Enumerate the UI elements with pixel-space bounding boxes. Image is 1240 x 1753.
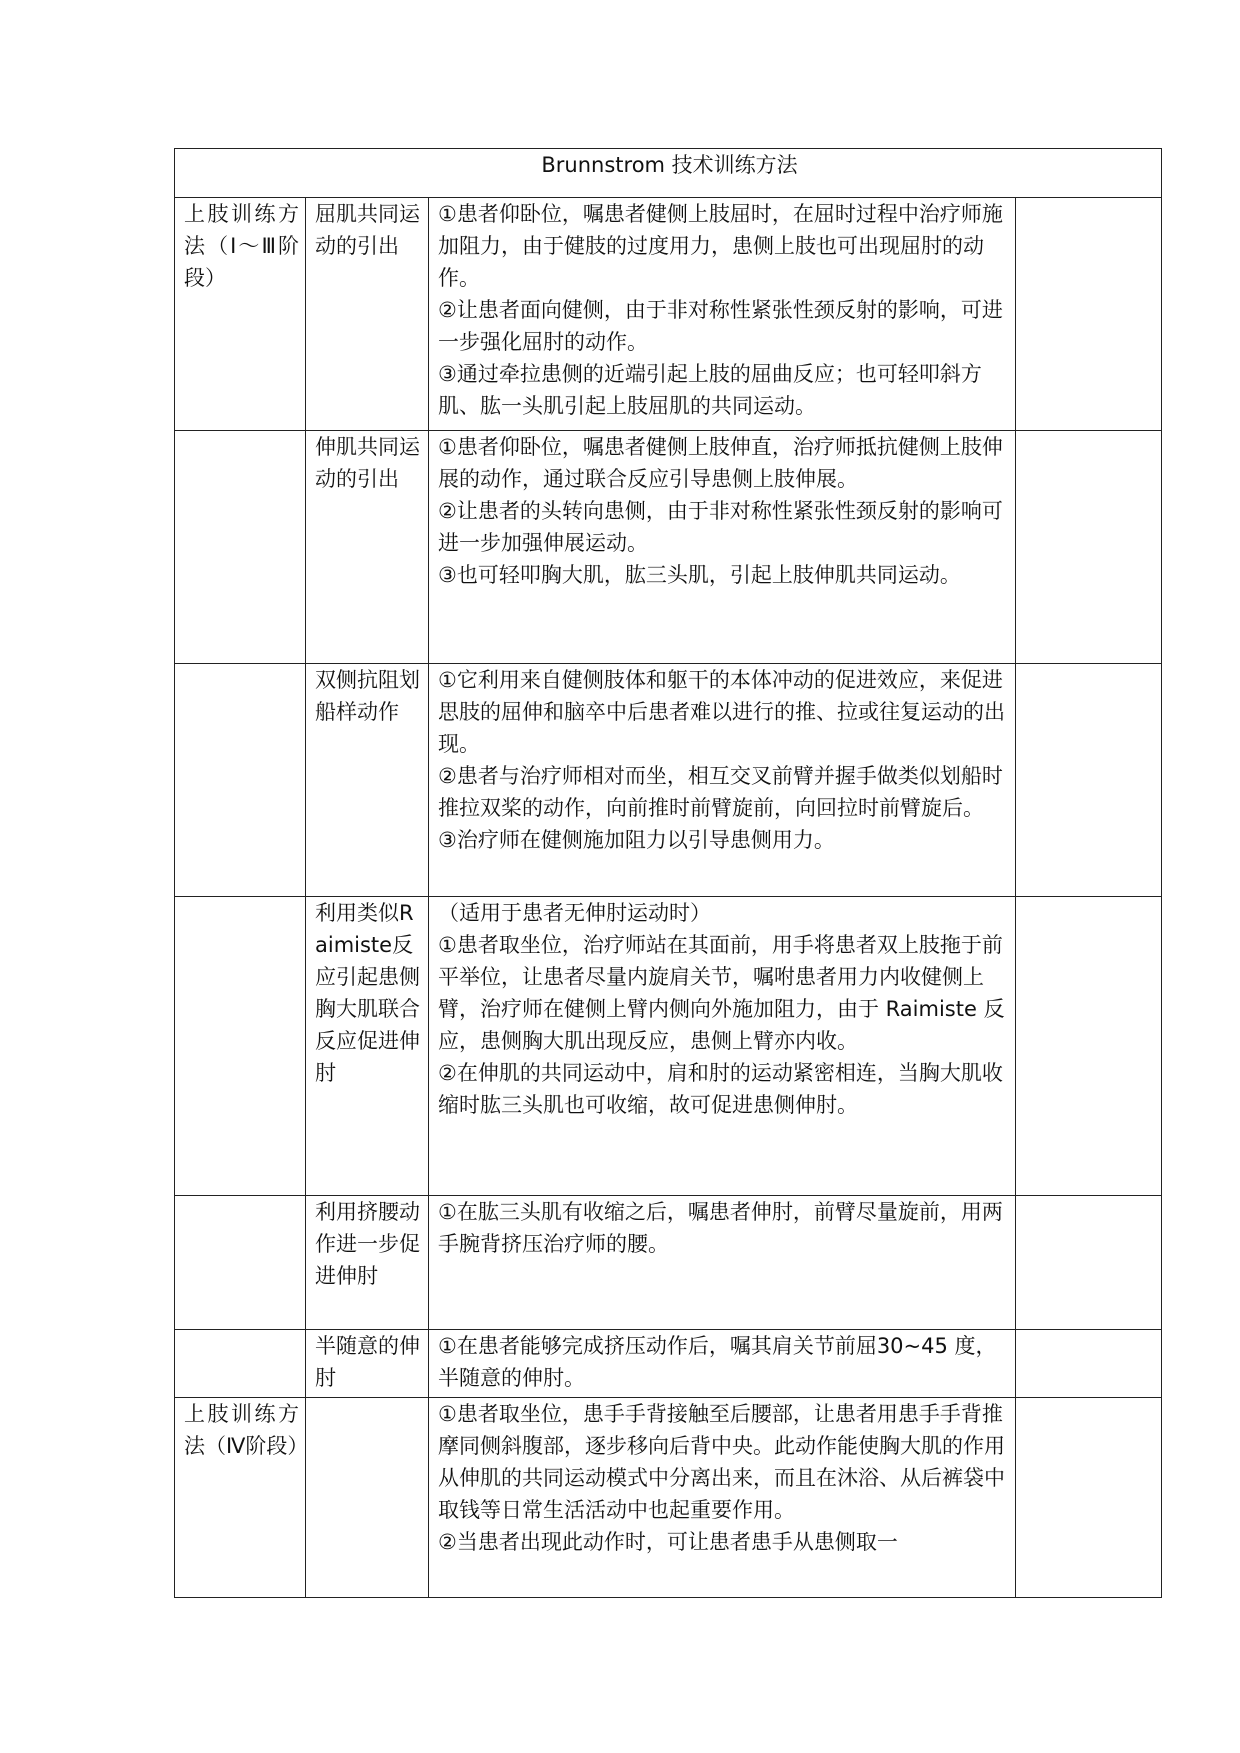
content-paragraph: ①患者仰卧位，嘱患者健侧上肢伸直，治疗师抵抗健侧上肢伸展的动作，通过联合反应引导患侧上肢伸展。 — [438, 435, 1003, 491]
content-paragraph: ③也可轻叩胸大肌，肱三头肌，引起上肢伸肌共同运动。 — [438, 563, 961, 587]
content-paragraph: ②患者与治疗师相对而坐，相互交叉前臂并握手做类似划船时推拉双桨的动作，向前推时前臂旋前，向回拉时前臂旋后。 — [438, 764, 1003, 820]
content-paragraph: ②当患者出现此动作时，可让患者患手从患侧取一 — [438, 1530, 898, 1554]
content-paragraph: （适用于患者无伸肘运动时） — [438, 901, 711, 925]
method-cell: 双侧抗阻划船样动作 — [306, 664, 429, 897]
note-cell — [1016, 1398, 1162, 1598]
table-row — [175, 1196, 1162, 1330]
content-paragraph: ①患者取坐位，患手手背接触至后腰部，让患者用患手手背推摩同侧斜腹部，逐步移向后背中央。此动作能使胸大肌的作用从伸肌的共同运动模式中分离出来，而且在沐浴、从后裤袋中取钱等日常生活活动中也起重要作用。 — [438, 1402, 1005, 1522]
method-cell: 半随意的伸肘 — [306, 1330, 429, 1398]
content-paragraph: ①患者取坐位，治疗师站在其面前，用手将患者双上肢拖于前平举位，让患者尽量内旋肩关节，嘱咐患者用力内收健侧上臂，治疗师在健侧上臂内侧向外施加阻力，由于 Raimiste 反应，患侧胸大肌出现反应，患侧上臂亦内收。 — [438, 933, 1005, 1053]
table-row — [175, 198, 1162, 431]
table-row — [175, 1330, 1162, 1398]
stage-cell — [175, 664, 306, 897]
note-cell — [1016, 1196, 1162, 1330]
table-title: Brunnstrom 技术训练方法 — [175, 149, 1162, 198]
content-paragraph: ①它利用来自健侧肢体和躯干的本体冲动的促进效应，来促进思肢的屈伸和脑卒中后患者难以进行的推、拉或往复运动的出现。 — [438, 668, 1005, 756]
table-row — [175, 431, 1162, 664]
note-cell — [1016, 897, 1162, 1196]
content-cell — [429, 1196, 1016, 1330]
content-cell — [429, 897, 1016, 1196]
content-paragraph: ②让患者的头转向患侧，由于非对称性紧张性颈反射的影响可进一步加强伸展运动。 — [438, 499, 1003, 555]
method-cell: 利用类似Raimiste反应引起患侧胸大肌联合反应促进伸肘 — [306, 897, 429, 1196]
method-cell: 伸肌共同运动的引出 — [306, 431, 429, 664]
content-paragraph: ③通过牵拉患侧的近端引起上肢的屈曲反应；也可轻叩斜方肌、肱一头肌引起上肢屈肌的共同运动。 — [438, 362, 982, 418]
stage-cell — [175, 1330, 306, 1398]
stage-cell — [175, 897, 306, 1196]
stage-cell — [175, 431, 306, 664]
stage-cell — [175, 1196, 306, 1330]
content-paragraph: ②让患者面向健侧，由于非对称性紧张性颈反射的影响，可进一步强化屈肘的动作。 — [438, 298, 1003, 354]
table-row — [175, 664, 1162, 897]
table-row — [175, 897, 1162, 1196]
table-row — [175, 1398, 1162, 1598]
content-cell — [429, 431, 1016, 664]
content-cell — [429, 198, 1016, 431]
content-cell — [429, 1330, 1016, 1398]
note-cell — [1016, 198, 1162, 431]
stage-cell: 上肢训练方法（Ⅰ～Ⅲ阶段） — [175, 198, 306, 431]
note-cell — [1016, 1330, 1162, 1398]
content-cell — [429, 1398, 1016, 1598]
content-paragraph: ③治疗师在健侧施加阻力以引导患侧用力。 — [438, 828, 835, 852]
method-cell — [306, 1398, 429, 1598]
content-paragraph: ②在伸肌的共同运动中，肩和肘的运动紧密相连，当胸大肌收缩时肱三头肌也可收缩，故可促进患侧伸肘。 — [438, 1061, 1003, 1117]
stage-cell: 上肢训练方法（Ⅳ阶段） — [175, 1398, 306, 1598]
training-methods-table — [174, 148, 1162, 1598]
note-cell — [1016, 664, 1162, 897]
method-cell: 屈肌共同运动的引出 — [306, 198, 429, 431]
content-paragraph: ①患者仰卧位，嘱患者健侧上肢屈时，在屈时过程中治疗师施加阻力，由于健肢的过度用力，患侧上肢也可出现屈肘的动作。 — [438, 202, 1003, 290]
content-paragraph: ①在患者能够完成挤压动作后，嘱其肩关节前屈30~45 度，半随意的伸肘。 — [438, 1334, 997, 1390]
content-paragraph: ①在肱三头肌有收缩之后，嘱患者伸肘，前臂尽量旋前，用两手腕背挤压治疗师的腰。 — [438, 1200, 1003, 1256]
table-title-row — [175, 149, 1162, 198]
note-cell — [1016, 431, 1162, 664]
content-cell — [429, 664, 1016, 897]
method-cell: 利用挤腰动作进一步促进伸肘 — [306, 1196, 429, 1330]
